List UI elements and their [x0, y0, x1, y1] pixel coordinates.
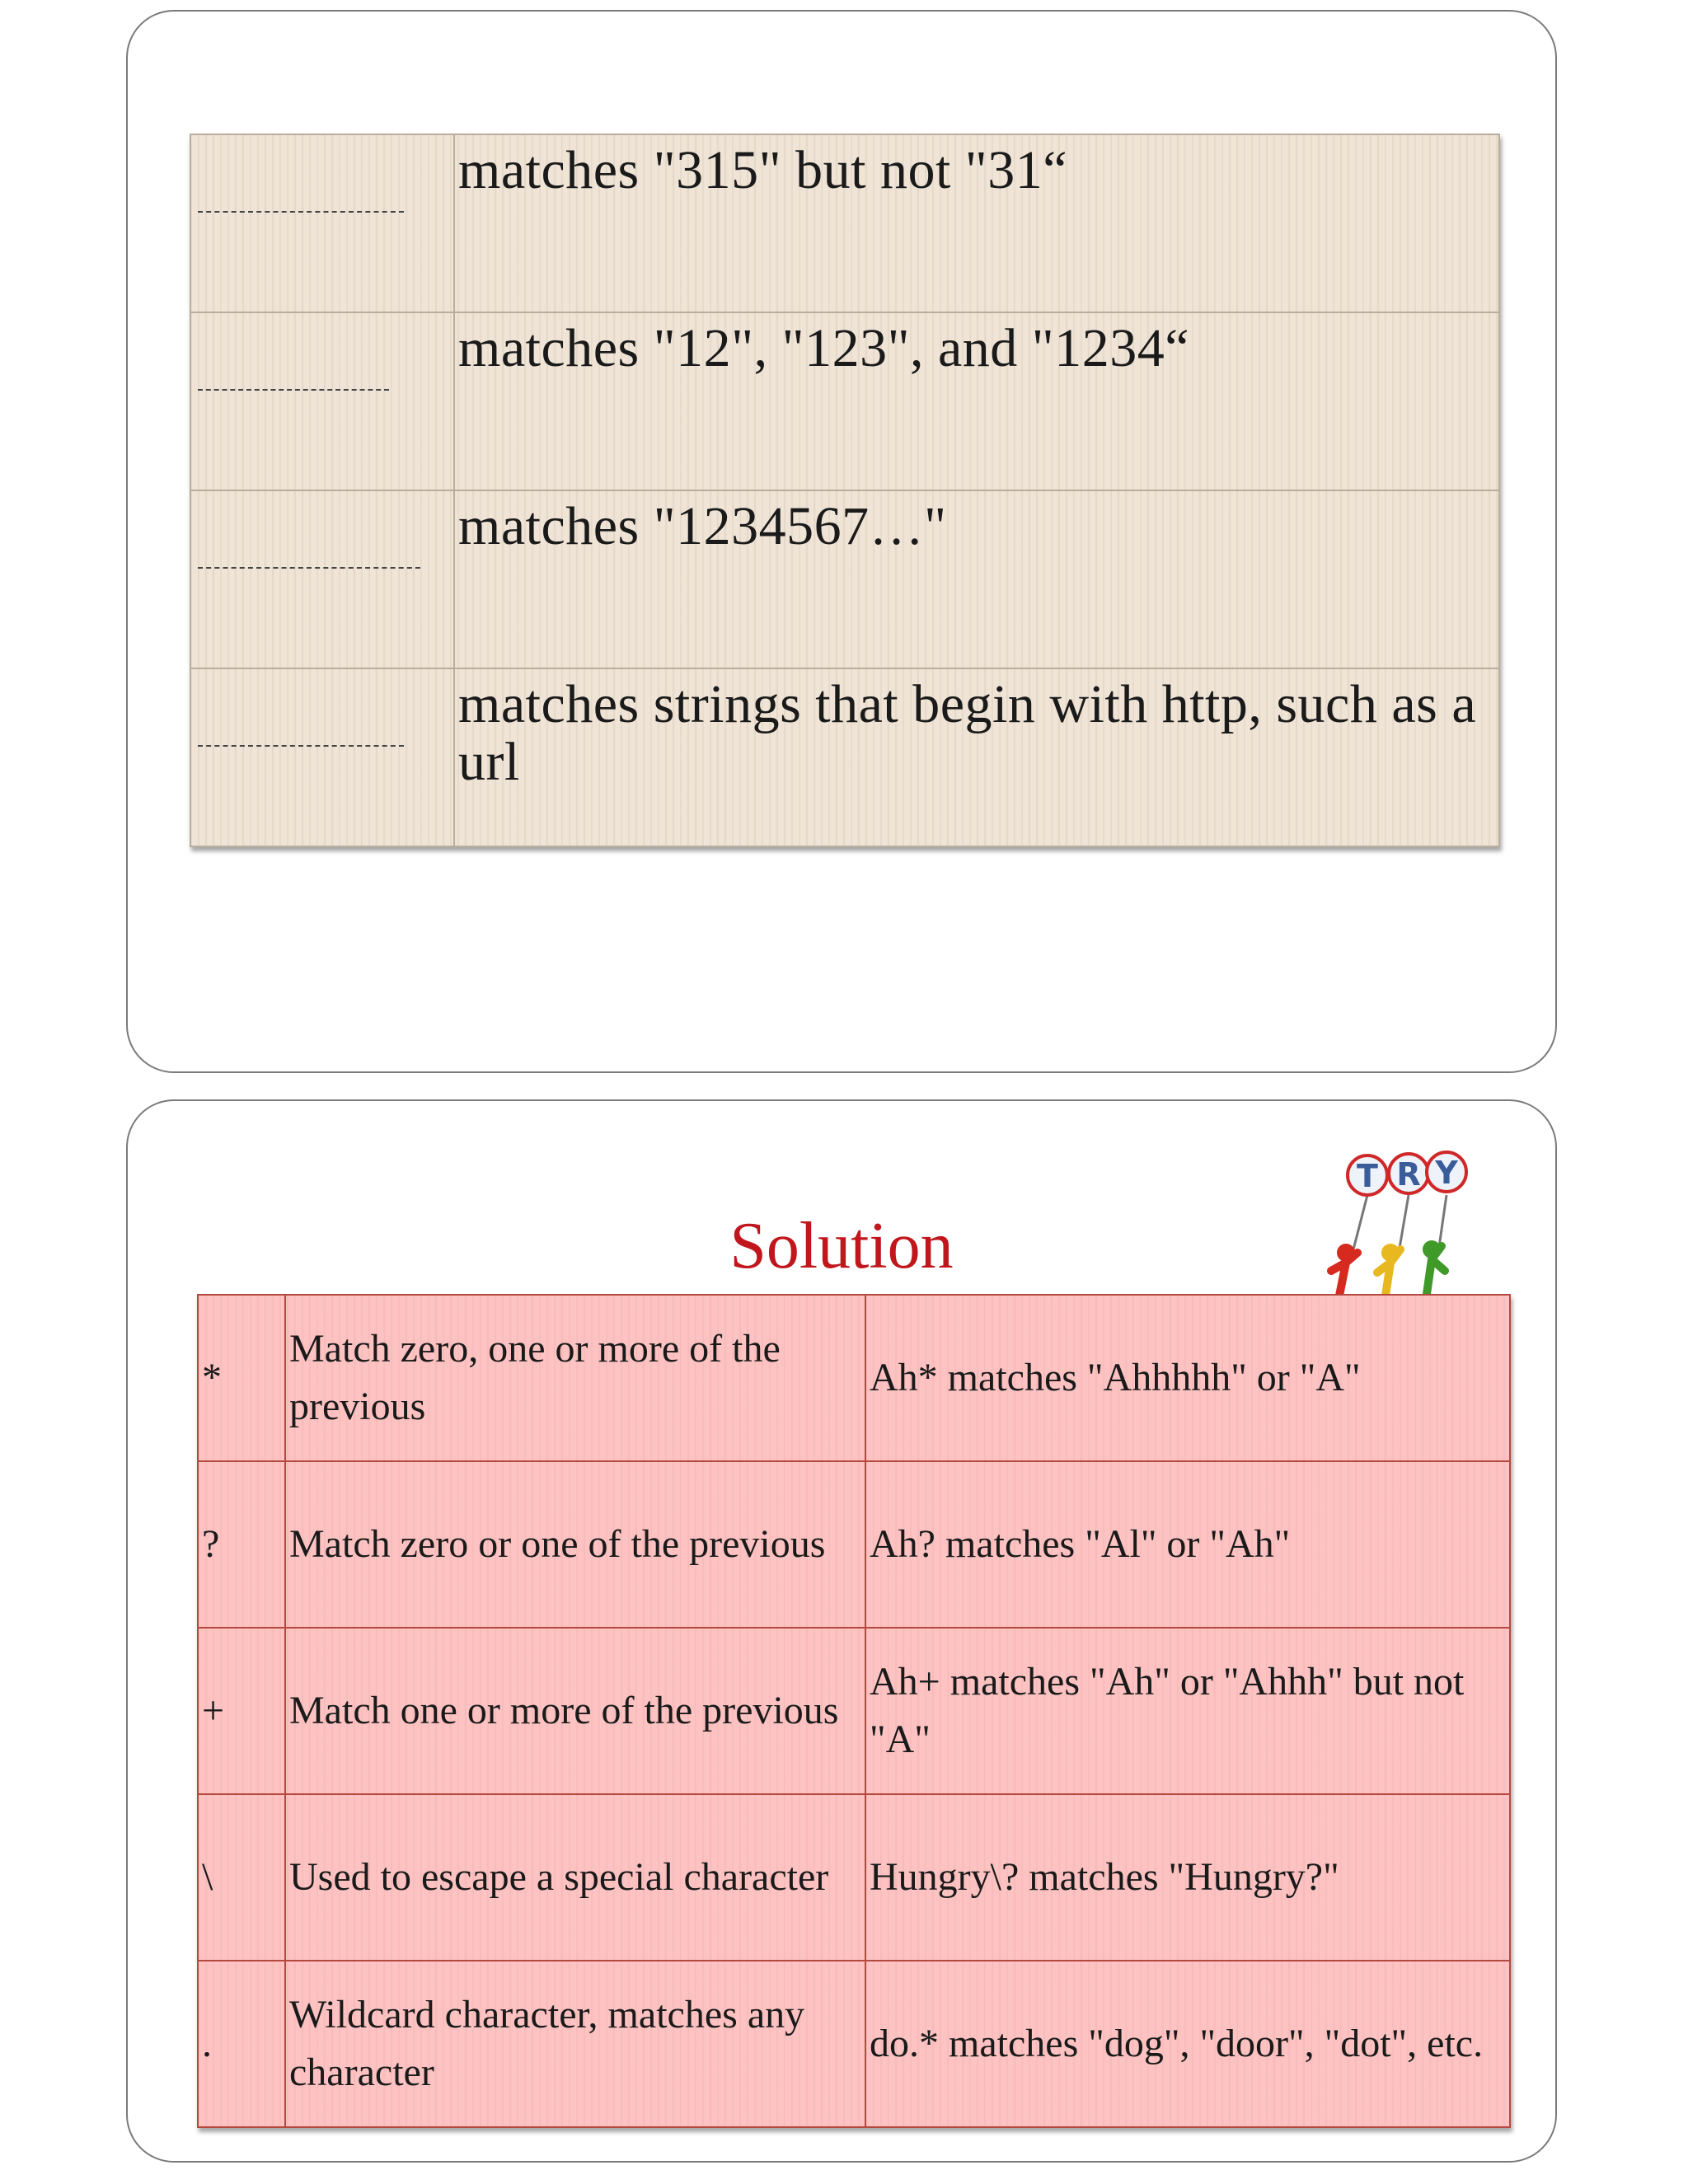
blank-line	[198, 211, 404, 213]
blank-cell	[190, 668, 454, 846]
blank-cell	[190, 134, 454, 312]
sign-letter: Y	[1435, 1155, 1458, 1191]
description-cell	[454, 668, 1499, 846]
symbol-cell: \	[198, 1794, 285, 1961]
table-row	[198, 1794, 1510, 1961]
example-cell: Ah? matches "Al" or "Ah"	[865, 1461, 1510, 1628]
exercise-table	[190, 134, 1500, 847]
blank-cell	[190, 312, 454, 490]
exercise-slide	[126, 10, 1557, 1073]
example-cell: Ah* matches "Ahhhhh" or "A"	[865, 1295, 1510, 1461]
description-cell	[454, 490, 1499, 668]
description-text: matches strings that begin with http, such as a url	[458, 674, 1477, 792]
solution-table	[197, 1294, 1511, 2128]
table-row	[198, 1628, 1510, 1794]
table-row	[198, 1295, 1510, 1461]
table-row	[190, 134, 1499, 312]
table-row	[198, 1961, 1510, 2127]
solution-title: Solution	[729, 1210, 954, 1282]
meaning-cell: Match zero, one or more of the previous	[285, 1295, 865, 1461]
table-row	[190, 312, 1499, 490]
description-cell	[454, 134, 1499, 312]
symbol-cell: ?	[198, 1461, 285, 1628]
table-row	[198, 1461, 1510, 1628]
description-text: matches "1234567…"	[458, 496, 947, 556]
sign-letter: R	[1396, 1156, 1421, 1193]
meaning-cell: Match zero or one of the previous	[285, 1461, 865, 1628]
blank-line	[198, 567, 420, 569]
meaning-cell: Wildcard character, matches any character	[285, 1961, 865, 2127]
blank-line	[198, 745, 404, 747]
symbol-cell: +	[198, 1628, 285, 1794]
meaning-cell: Used to escape a special character	[285, 1794, 865, 1961]
description-cell	[454, 312, 1499, 490]
meaning-cell: Match one or more of the previous	[285, 1628, 865, 1794]
table-row	[190, 668, 1499, 846]
symbol-cell: *	[198, 1295, 285, 1461]
symbol-cell: .	[198, 1961, 285, 2127]
solution-slide	[126, 1099, 1557, 2163]
example-cell: do.* matches "dog", "door", "dot", etc.	[865, 1961, 1510, 2127]
example-cell: Ah+ matches "Ah" or "Ahhh" but not "A"	[865, 1628, 1510, 1794]
description-text: matches "12", "123", and "1234“	[458, 318, 1190, 378]
blank-cell	[190, 490, 454, 668]
blank-line	[198, 389, 389, 391]
description-text: matches "315" but not "31“	[458, 140, 1068, 200]
sign-letter: T	[1357, 1158, 1378, 1194]
example-cell: Hungry\? matches "Hungry?"	[865, 1794, 1510, 1961]
table-row	[190, 490, 1499, 668]
